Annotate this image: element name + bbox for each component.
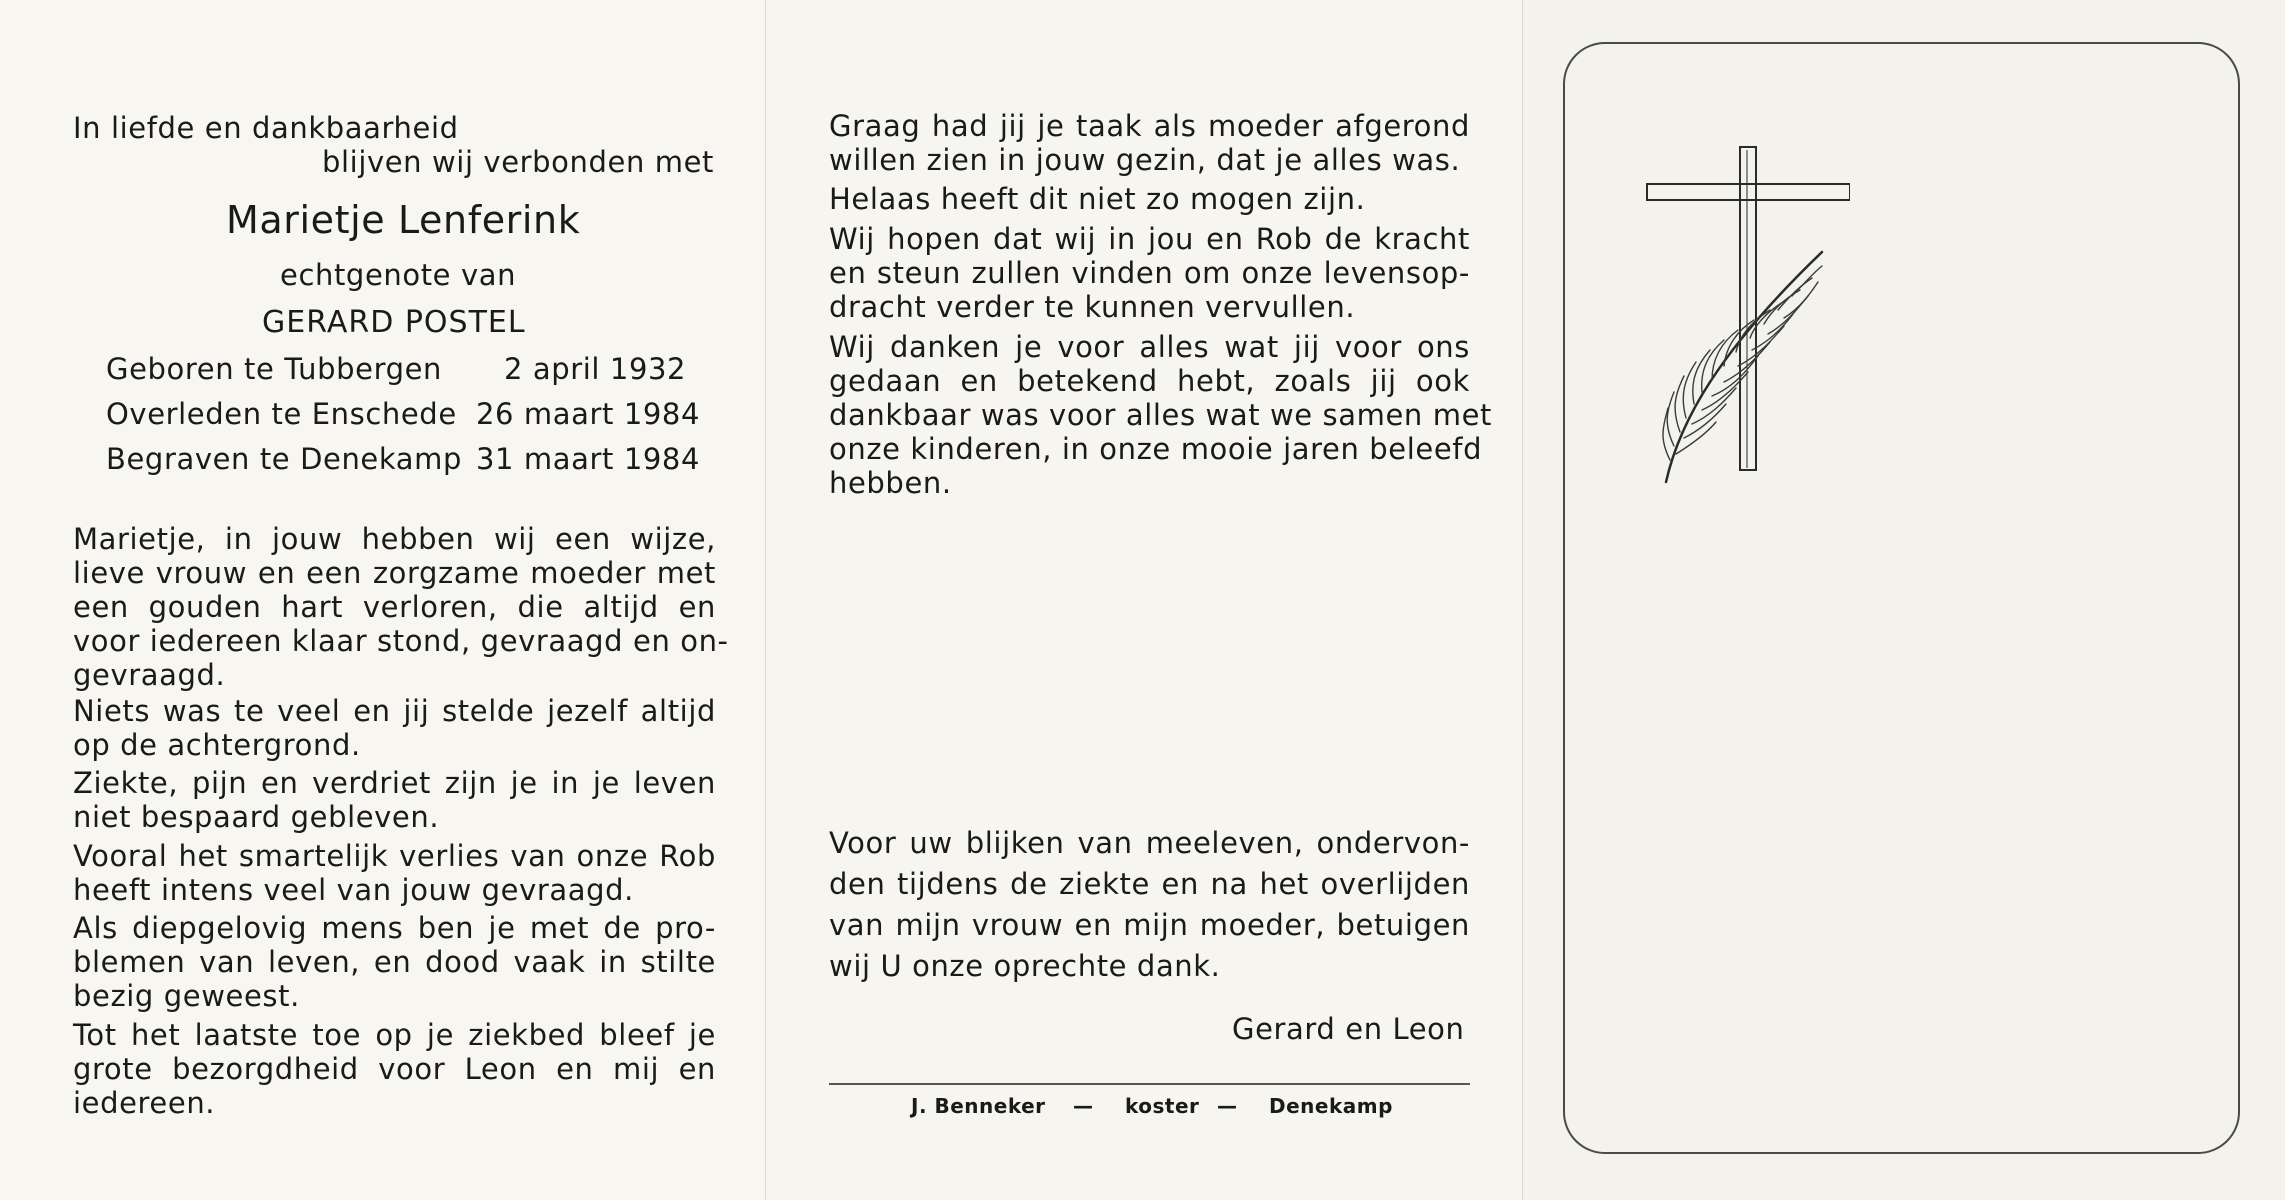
text-line: en steun zullen vinden om onze levensop-: [829, 256, 1470, 290]
text-line: voor iedereen klaar stond, gevraagd en on-: [73, 624, 729, 658]
memorial-paragraph-4: [73, 839, 716, 907]
death-place: Overleden te Enschede: [106, 397, 457, 431]
text-line: van mijn vrouw en mijn moeder, betuigen: [829, 908, 1470, 942]
text-line: Wij hopen dat wij in jou en Rob de kracht: [829, 222, 1470, 256]
text-line: Ziekte, pijn en verdriet zijn je in je leven: [73, 766, 716, 800]
text-line: heeft intens veel van jouw gevraagd.: [73, 873, 634, 907]
text-line: Tot het laatste toe op je ziekbed bleef je: [73, 1018, 716, 1052]
text-line: Graag had jij je taak als moeder afgerond: [829, 109, 1470, 143]
spouse-label: echtgenote van: [280, 258, 517, 292]
text-line: blemen van leven, en dood vaak in stilte: [73, 945, 716, 979]
thanks-paragraph: [829, 823, 1470, 987]
text-line: gevraagd.: [73, 658, 226, 692]
memorial-paragraph-5: [73, 911, 716, 1013]
tribute-paragraph-4: [829, 330, 1492, 500]
text-line: gedaan en betekend hebt, zoals jij ook: [829, 364, 1470, 398]
text-line: lieve vrouw en een zorgzame moeder met: [73, 556, 716, 590]
printer-name: J. Benneker: [911, 1094, 1046, 1118]
intro-line-1: In liefde en dankbaarheid: [73, 111, 459, 145]
text-line: op de achtergrond.: [73, 728, 361, 762]
text-line: Marietje, in jouw hebben wij een wijze,: [73, 522, 716, 556]
cross-with-palm-branch-icon: [1640, 140, 1850, 490]
tribute-paragraph-1: [829, 109, 1470, 177]
intro-line-2: blijven wij verbonden met: [322, 145, 714, 179]
footer-divider: [829, 1083, 1470, 1085]
text-line: een gouden hart verloren, die altijd en: [73, 590, 716, 624]
text-line: willen zien in jouw gezin, dat je alles was.: [829, 143, 1461, 177]
text-line: onze kinderen, in onze mooie jaren beleefd: [829, 432, 1483, 466]
birth-date: 2 april 1932: [504, 352, 687, 386]
text-line: grote bezorgdheid voor Leon en mij en: [73, 1052, 716, 1086]
printer-place: Denekamp: [1269, 1094, 1393, 1118]
text-line: Als diepgelovig mens ben je met de pro-: [73, 911, 716, 945]
memorial-paragraph-6: [73, 1018, 716, 1120]
text-line: hebben.: [829, 466, 952, 500]
text-line: Voor uw blijken van meeleven, ondervon-: [829, 826, 1470, 860]
text-line: Vooral het smartelijk verlies van onze Rob: [73, 839, 716, 873]
footer-separator: —: [1073, 1094, 1094, 1118]
text-line: dankbaar was voor alles wat we samen met: [829, 398, 1492, 432]
text-line: wij U onze oprechte dank.: [829, 949, 1221, 983]
text-line: bezig geweest.: [73, 979, 300, 1013]
tribute-paragraph-3: [829, 222, 1470, 324]
signature: Gerard en Leon: [1232, 1012, 1465, 1046]
text-line: niet bespaard gebleven.: [73, 800, 440, 834]
memorial-paragraph-1: [73, 522, 729, 692]
printer-role: koster: [1125, 1094, 1200, 1118]
text-line: Helaas heeft dit niet zo mogen zijn.: [829, 182, 1366, 216]
footer-separator: —: [1217, 1094, 1238, 1118]
burial-place: Begraven te Denekamp: [106, 442, 462, 476]
spouse-name: GERARD POSTEL: [262, 305, 526, 340]
tribute-paragraph-2: [829, 182, 1470, 216]
memorial-paragraph-3: [73, 766, 716, 834]
text-line: dracht verder te kunnen vervullen.: [829, 290, 1356, 324]
text-line: den tijdens de ziekte en na het overlijden: [829, 867, 1470, 901]
burial-date: 31 maart 1984: [476, 442, 701, 476]
text-line: Niets was te veel en jij stelde jezelf altijd: [73, 694, 716, 728]
memorial-paragraph-2: [73, 694, 716, 762]
text-line: Wij danken je voor alles wat jij voor ons: [829, 330, 1470, 364]
death-date: 26 maart 1984: [476, 397, 701, 431]
deceased-name: Marietje Lenferink: [226, 198, 581, 242]
birth-place: Geboren te Tubbergen: [106, 352, 443, 386]
text-line: iedereen.: [73, 1086, 216, 1120]
